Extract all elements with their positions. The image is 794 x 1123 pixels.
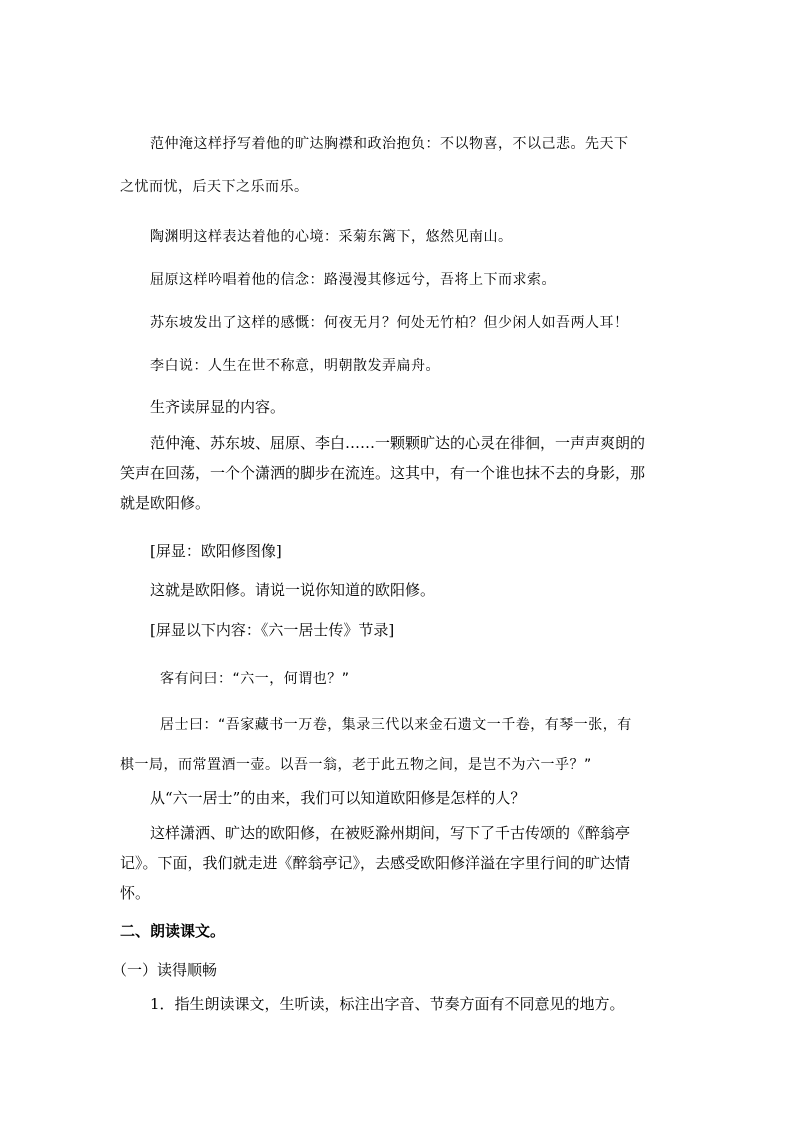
paragraph-drunk-pavilion-line3: 怀。 (120, 884, 151, 902)
screen-note-excerpt: [屏显以下内容：《六一居士传》节录] (150, 621, 395, 639)
paragraph-souls-line3: 就是欧阳修。 (120, 494, 211, 512)
paragraph-class-reads: 生齐读屏显的内容。 (150, 398, 286, 416)
paragraph-fan-zhongyan-line1: 范仲淹这样抒写着他的旷达胸襟和政治抱负：不以物喜，不以己悲。先天下 (150, 136, 629, 152)
paragraph-souls-line1: 范仲淹、苏东坡、屈原、李白……一颗颗旷达的心灵在徘徊，一声声爽朗的 (150, 434, 646, 452)
excerpt-hermit-line2: 棋一局，而常置酒一壶。以吾一翁，老于此五物之间，是岂不为六一乎？” (120, 757, 592, 773)
paragraph-fan-zhongyan-line2: 之忧而忧，后天下之乐而乐。 (120, 179, 309, 195)
subsection-heading-fluent: （一）读得顺畅 (112, 961, 218, 979)
paragraph-question: 从“六一居士”的由来，我们可以知道欧阳修是怎样的人？ (150, 789, 526, 807)
paragraph-tao-yuanming: 陶渊明这样表达着他的心境：采菊东篱下，悠然见南山。 (150, 229, 513, 245)
paragraph-drunk-pavilion-line1: 这样潇洒、旷达的欧阳修，在被贬滁州期间，写下了千古传颂的《醉翁亭 (150, 824, 631, 842)
paragraph-souls-line2: 笑声在回荡，一个个潇洒的脚步在流连。这其中，有一个谁也抹不去的身影，那 (120, 464, 646, 482)
screen-note-portrait: [屏显：欧阳修图像] (150, 542, 282, 560)
paragraph-this-is-ouyang: 这就是欧阳修。请说一说你知道的欧阳修。 (150, 581, 436, 599)
paragraph-su-dongpo: 苏东坡发出了这样的感慨：何夜无月？何处无竹柏？但少闲人如吾两人耳！ (150, 315, 629, 331)
excerpt-guest-asks: 客有问曰：“六一，何谓也？” (160, 671, 350, 687)
paragraph-li-bai: 李白说：人生在世不称意，明朝散发弄扁舟。 (150, 358, 440, 374)
paragraph-drunk-pavilion-line2: 记》。下面，我们就走进《醉翁亭记》，去感受欧阳修洋溢在字里行间的旷达情 (120, 854, 631, 872)
section-heading-reading: 二、朗读课文。 (120, 922, 226, 940)
paragraph-qu-yuan: 屈原这样吟唱着他的信念：路漫漫其修远兮，吾将上下而求索。 (150, 272, 556, 288)
step-1-instruction: 1．指生朗读课文，生听读，标注出字音、节奏方面有不同意见的地方。 (150, 995, 625, 1013)
excerpt-hermit-line1: 居士曰：“吾家藏书一万卷，集录三代以来金石遗文一千卷，有琴一张，有 (160, 717, 632, 733)
